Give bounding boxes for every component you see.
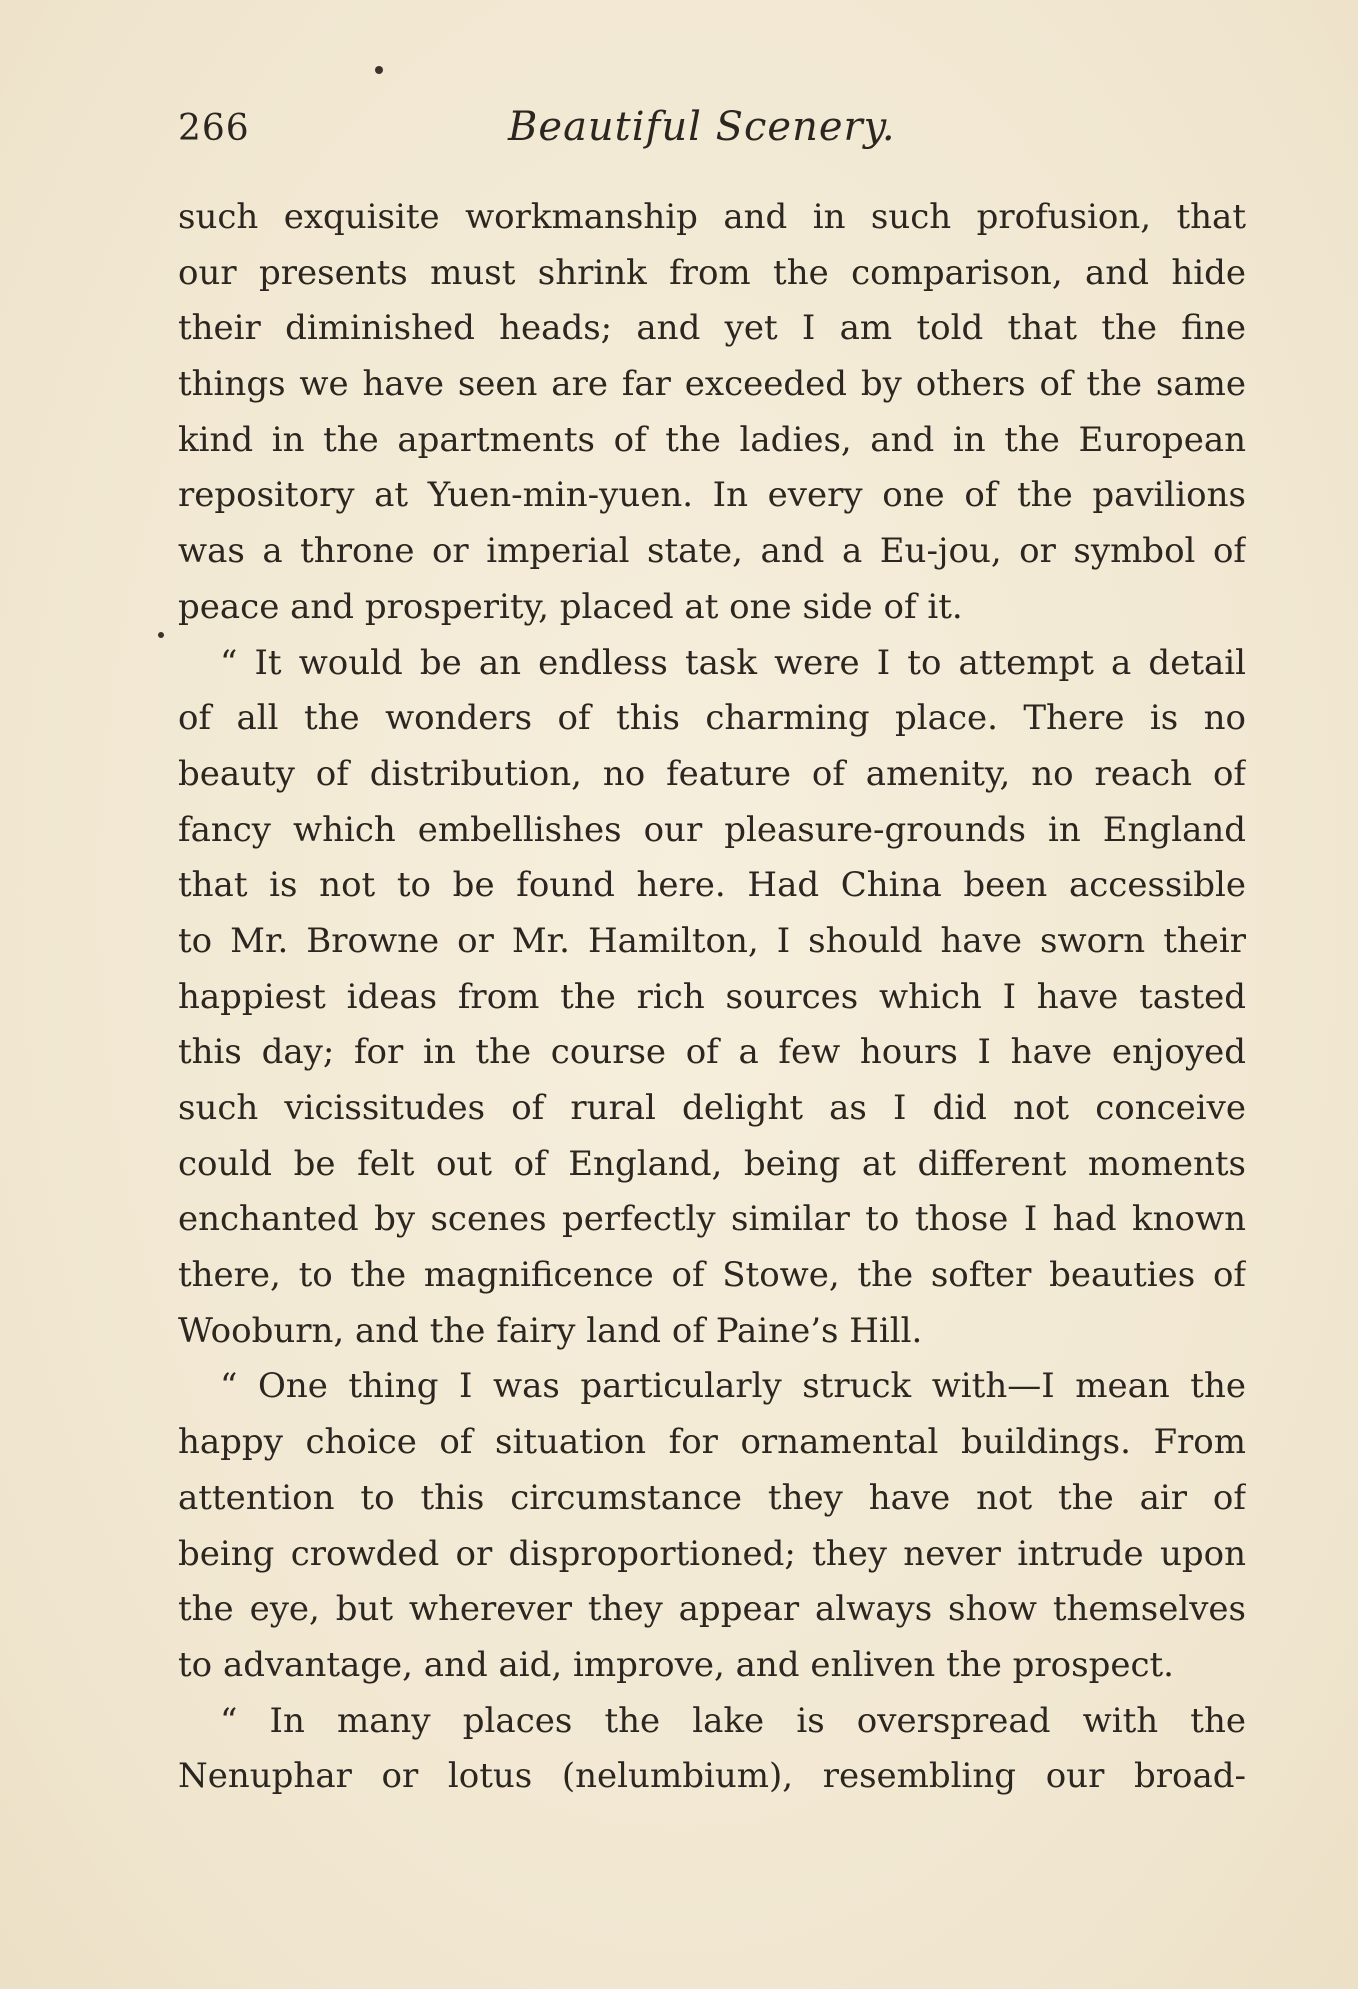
ink-speck (375, 66, 383, 74)
text-line: our presents must shrink from the comparison, and hide (178, 252, 1246, 293)
text-line: Wooburn, and the fairy land of Paine’s Hill. (178, 1310, 923, 1351)
text-line: their diminished heads; and yet I am told that the fine (178, 308, 1246, 349)
text-line: the eye, but wherever they appear always show themselves (178, 1589, 1246, 1630)
text-line: fancy which embellishes our pleasure-grounds in England (178, 809, 1246, 850)
text-line: could be felt out of England, being at different moments (178, 1143, 1246, 1184)
running-title: Beautiful Scenery. (508, 104, 896, 150)
text-line: of all the wonders of this charming place. There is no (178, 698, 1246, 739)
text-line: to Mr. Browne or Mr. Hamilton, I should have sworn their (178, 920, 1246, 961)
text-line: things we have seen are far exceeded by others of the same (178, 364, 1246, 405)
text-line: “ In many places the lake is overspread with the (220, 1700, 1246, 1741)
text-line: happiest ideas from the rich sources which I have tasted (178, 976, 1246, 1017)
text-line: to advantage, and aid, improve, and enliven the prospect. (178, 1644, 1174, 1685)
text-line: such vicissitudes of rural delight as I did not conceive (178, 1088, 1246, 1128)
page-header (178, 100, 1240, 160)
ink-speck (158, 632, 164, 638)
text-line: kind in the apartments of the ladies, and in the European (178, 419, 1246, 460)
page-number: 266 (178, 108, 250, 149)
text-line: there, to the magnificence of Stowe, the softer beauties of (178, 1255, 1246, 1296)
text-line: attention to this circumstance they have not the air of (178, 1477, 1246, 1518)
text-line: repository at Yuen-min-yuen. In every one of the pavilions (178, 475, 1246, 516)
text-line: Nenuphar or lotus (nelumbium), resembling our broad- (178, 1756, 1246, 1797)
text-line: that is not to be found here. Had China been accessible (178, 865, 1246, 906)
text-line: enchanted by scenes perfectly similar to those I had known (178, 1199, 1246, 1240)
text-line: “ One thing I was particularly struck with—I mean the (220, 1366, 1246, 1407)
text-line: beauty of distribution, no feature of amenity, no reach of (178, 753, 1246, 794)
text-line: happy choice of situation for ornamental buildings. From (178, 1422, 1246, 1463)
text-line: this day; for in the course of a few hours I have enjoyed (178, 1032, 1246, 1073)
body-text (178, 190, 1246, 1805)
text-line: such exquisite workmanship and in such profusion, that (178, 197, 1246, 237)
text-line: was a throne or imperial state, and a Eu-jou, or symbol of (178, 531, 1246, 572)
text-line: peace and prosperity, placed at one side of it. (178, 586, 963, 627)
text-line: being crowded or disproportioned; they never intrude upon (178, 1533, 1246, 1574)
text-line: “ It would be an endless task were I to attempt a detail (220, 642, 1246, 683)
